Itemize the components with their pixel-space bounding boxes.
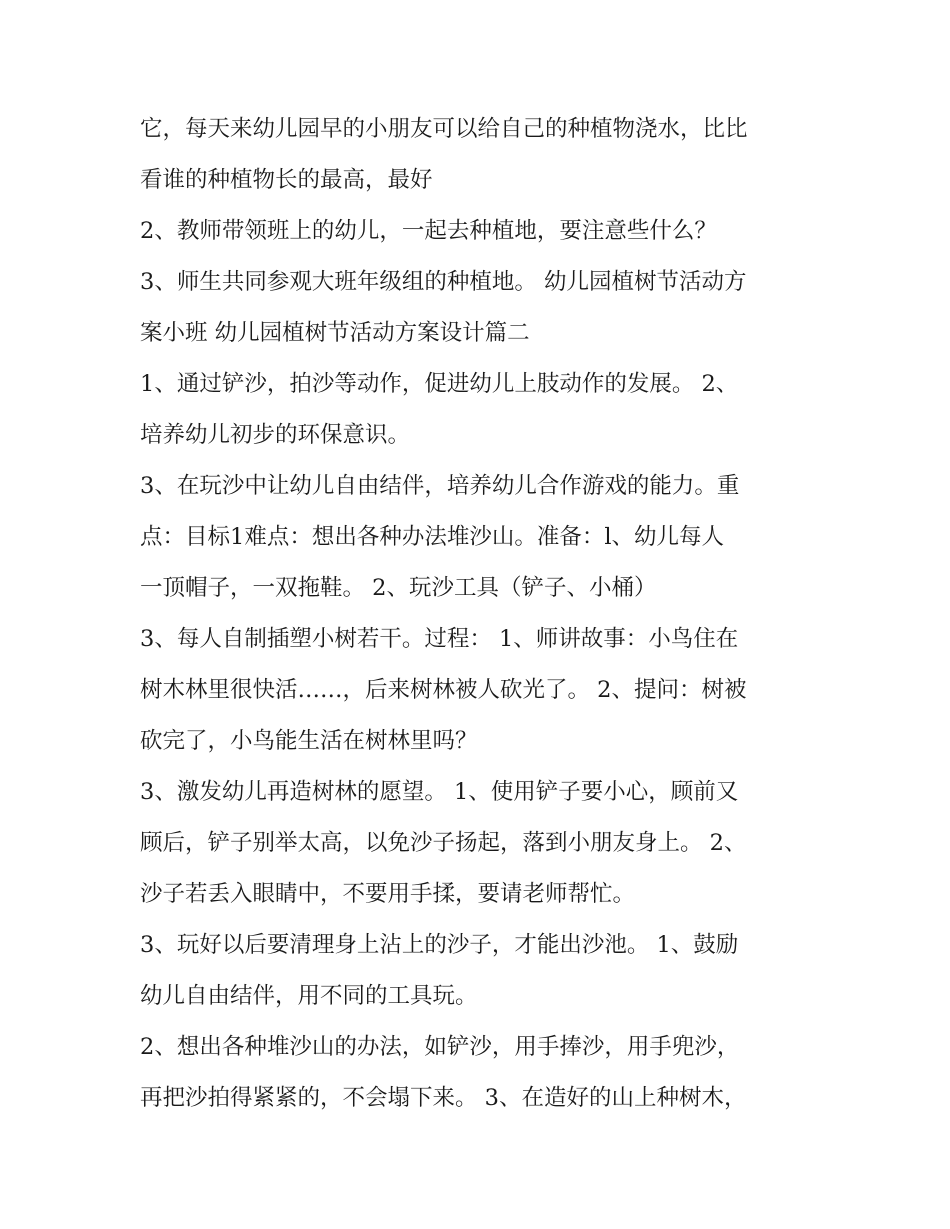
document-body — [140, 104, 830, 1124]
text-line: 2、教师带领班上的幼儿，一起去种植地，要注意些什么？ — [140, 218, 717, 244]
text-line: 点：目标1难点：想出各种办法堆沙山。准备：l、幼儿每人 — [140, 524, 725, 550]
text-line: 3、激发幼儿再造树林的愿望。 1、使用铲子要小心，顾前又 — [140, 779, 739, 805]
text-line: 再把沙拍得紧紧的，不会塌下来。 3、在造好的山上种树木， — [140, 1085, 747, 1111]
text-line: 它，每天来幼儿园早的小朋友可以给自己的种植物浇水，比比 — [140, 116, 748, 142]
text-line: 看谁的种植物长的最高，最好 — [140, 167, 433, 193]
text-line: 3、每人自制插塑小树若干。过程： 1、师讲故事：小鸟住在 — [140, 626, 739, 652]
text-line: 2、想出各种堆沙山的办法，如铲沙，用手捧沙，用手兜沙， — [140, 1034, 740, 1060]
text-line: 一顶帽子，一双拖鞋。 2、玩沙工具（铲子、小桶） — [140, 575, 657, 601]
text-line: 幼儿自由结伴，用不同的工具玩。 — [140, 983, 478, 1009]
text-line: 沙子若丢入眼睛中，不要用手揉，要请老师帮忙。 — [140, 881, 636, 907]
text-line: 顾后，铲子别举太高，以免沙子扬起，落到小朋友身上。 2、 — [140, 830, 747, 856]
text-line: 砍完了，小鸟能生活在树林里吗？ — [140, 728, 478, 754]
text-line: 3、玩好以后要清理身上沾上的沙子，才能出沙池。 1、鼓励 — [140, 932, 739, 958]
text-line: 培养幼儿初步的环保意识。 — [140, 422, 411, 448]
text-line: 树木林里很快活……，后来树林被人砍光了。 2、提问：树被 — [140, 677, 747, 703]
text-line: 3、师生共同参观大班年级组的种植地。 幼儿园植树节活动方 — [140, 269, 747, 295]
text-line: 1、通过铲沙，拍沙等动作，促进幼儿上肢动作的发展。 2、 — [140, 371, 739, 397]
text-line: 案小班 幼儿园植树节活动方案设计篇二 — [140, 320, 530, 346]
text-line: 3、在玩沙中让幼儿自由结伴，培养幼儿合作游戏的能力。重 — [140, 473, 740, 499]
